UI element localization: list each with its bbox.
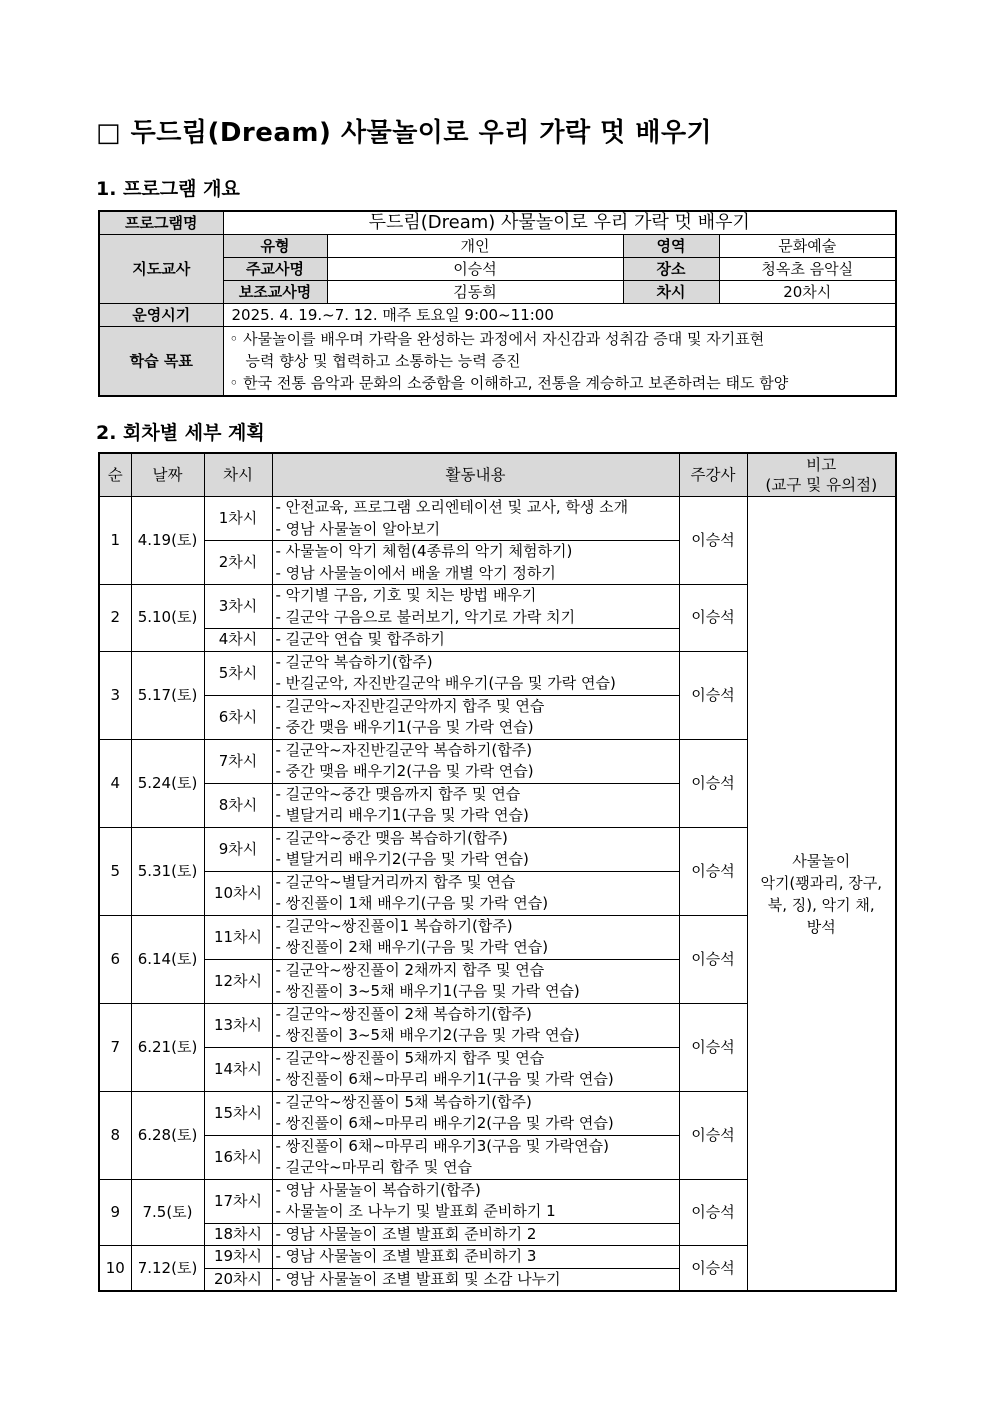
plan-table (98, 452, 897, 1292)
header-instructor: 주강사 (679, 453, 747, 497)
activity-line: - 영남 사물놀이 알아보기 (275, 519, 441, 538)
activity-line: - 쌍진풀이 6채~마무리 배우기2(구음 및 가락 연습) (275, 1114, 614, 1132)
activity-cell (272, 695, 679, 739)
instructor-cell: 이승석 (679, 1179, 747, 1246)
type-label: 유형 (223, 235, 327, 258)
sessions-value: 20차시 (719, 281, 896, 304)
note-line: 방석 (806, 917, 836, 936)
header-date: 날짜 (131, 453, 204, 497)
activity-line: - 사물놀이 조 나누기 및 발표회 준비하기 1 (275, 1202, 556, 1220)
activity-line: - 길군악~별달거리까지 합주 및 연습 (275, 872, 516, 891)
row-date: 6.28(토) (131, 1091, 204, 1179)
period-label: 운영시기 (99, 304, 223, 327)
session-label: 17차시 (204, 1179, 272, 1223)
session-label: 15차시 (204, 1091, 272, 1135)
assistant-label: 보조교사명 (223, 281, 327, 304)
assistant-value: 김동희 (327, 281, 623, 304)
note-line: 북, 징), 악기 채, (767, 895, 875, 914)
activity-line: - 중간 맺음 배우기1(구음 및 가락 연습) (275, 718, 534, 736)
goal-cell (223, 327, 896, 397)
note-line: 악기(꽹과리, 장구, (760, 873, 883, 892)
row-number: 9 (99, 1179, 131, 1246)
activity-line: - 길군악 복습하기(합주) (275, 652, 433, 671)
activity-cell (272, 783, 679, 827)
activity-line: - 길군악~쌍진풀이1 복습하기(합주) (275, 916, 513, 935)
goal-line-1b: 능력 향상 및 협력하고 소통하는 능력 증진 (245, 352, 521, 370)
activity-cell (272, 1135, 679, 1179)
activity-cell (272, 1179, 679, 1223)
area-label: 영역 (623, 235, 719, 258)
activity-line: - 영남 사물놀이 조별 발표회 및 소감 나누기 (275, 1269, 561, 1288)
activity-cell (272, 585, 679, 629)
activity-line: - 중간 맺음 배우기2(구음 및 가락 연습) (275, 762, 534, 780)
activity-line: - 영남 사물놀이 조별 발표회 준비하기 3 (275, 1247, 537, 1265)
activity-cell (272, 827, 679, 871)
activity-line: - 영남 사물놀이 조별 발표회 준비하기 2 (275, 1224, 537, 1243)
header-note-line-2: (교구 및 유의점) (765, 476, 878, 494)
activity-cell (272, 1223, 679, 1246)
row-date: 7.5(토) (131, 1179, 204, 1246)
sessions-label: 차시 (623, 281, 719, 304)
instructor-cell: 이승석 (679, 1246, 747, 1292)
activity-cell (272, 1091, 679, 1135)
plan-body (99, 497, 896, 1292)
activity-cell (272, 541, 679, 585)
note-line: 사물놀이 (792, 851, 851, 870)
header-note (747, 453, 896, 497)
session-label: 14차시 (204, 1047, 272, 1091)
row-number: 10 (99, 1246, 131, 1292)
row-date: 5.24(토) (131, 739, 204, 827)
area-value: 문화예술 (719, 235, 896, 258)
header-activity: 활동내용 (272, 453, 679, 497)
session-label: 4차시 (204, 629, 272, 652)
activity-line: - 길군악~자진반길군악까지 합주 및 연습 (275, 696, 545, 715)
activity-line: - 쌍진풀이 3~5채 배우기1(구음 및 가락 연습) (275, 982, 580, 1000)
row-number: 7 (99, 1003, 131, 1091)
activity-line: - 길군악~마무리 합주 및 연습 (275, 1158, 472, 1176)
row-date: 7.12(토) (131, 1246, 204, 1292)
session-label: 5차시 (204, 651, 272, 695)
goal-line-1a: ◦ 사물놀이를 배우며 가락을 완성하는 과정에서 자신감과 성취감 증대 및 자기표현 (229, 330, 765, 348)
program-label: 프로그램명 (99, 211, 223, 235)
instructor-cell: 이승석 (679, 651, 747, 739)
activity-line: - 쌍진풀이 3~5채 배우기2(구음 및 가락 연습) (275, 1026, 580, 1044)
activity-line: - 반길군악, 자진반길군악 배우기(구음 및 가락 연습) (275, 674, 616, 692)
row-number: 8 (99, 1091, 131, 1179)
row-number: 2 (99, 585, 131, 652)
instructor-cell: 이승석 (679, 1091, 747, 1179)
header-session: 차시 (204, 453, 272, 497)
row-date: 6.14(토) (131, 915, 204, 1003)
activity-line: - 쌍진풀이 2채 배우기(구음 및 가락 연습) (275, 938, 549, 956)
activity-line: - 길군악 연습 및 합주하기 (275, 630, 445, 648)
session-label: 3차시 (204, 585, 272, 629)
row-number: 1 (99, 497, 131, 585)
program-value: 두드림(Dream) 사물놀이로 우리 가락 멋 배우기 (223, 211, 896, 235)
activity-cell (272, 739, 679, 783)
activity-cell (272, 1047, 679, 1091)
type-value: 개인 (327, 235, 623, 258)
overview-table (98, 210, 897, 397)
section-heading-overview: 1. 프로그램 개요 (96, 178, 240, 200)
activity-cell (272, 871, 679, 915)
goal-label: 학습 목표 (99, 327, 223, 397)
place-label: 장소 (623, 258, 719, 281)
session-label: 8차시 (204, 783, 272, 827)
row-number: 5 (99, 827, 131, 915)
session-label: 19차시 (204, 1246, 272, 1269)
activity-cell (272, 629, 679, 652)
activity-line: - 별달거리 배우기2(구음 및 가락 연습) (275, 850, 529, 868)
row-date: 5.10(토) (131, 585, 204, 652)
instructor-cell: 이승석 (679, 739, 747, 827)
session-label: 11차시 (204, 915, 272, 959)
row-number: 4 (99, 739, 131, 827)
main-teacher-label: 주교사명 (223, 258, 327, 281)
activity-line: - 쌍진풀이 6채~마무리 배우기3(구음 및 가락연습) (275, 1136, 609, 1155)
row-date: 4.19(토) (131, 497, 204, 585)
activity-line: - 길군악~쌍진풀이 5채까지 합주 및 연습 (275, 1048, 545, 1067)
activity-line: - 길군악~중간 맺음 복습하기(합주) (275, 828, 508, 847)
plan-row (99, 497, 896, 541)
session-label: 1차시 (204, 497, 272, 541)
session-label: 7차시 (204, 739, 272, 783)
session-label: 20차시 (204, 1268, 272, 1291)
activity-cell (272, 651, 679, 695)
activity-line: - 악기별 구음, 기호 및 치는 방법 배우기 (275, 586, 537, 604)
row-date: 5.31(토) (131, 827, 204, 915)
place-value: 청옥초 음악실 (719, 258, 896, 281)
instructor-cell: 이승석 (679, 827, 747, 915)
activity-line: - 길군악~쌍진풀이 2채 복습하기(합주) (275, 1004, 532, 1023)
instructor-cell: 이승석 (679, 497, 747, 585)
session-label: 16차시 (204, 1135, 272, 1179)
activity-line: - 사물놀이 악기 체험(4종류의 악기 체험하기) (275, 542, 573, 560)
session-label: 9차시 (204, 827, 272, 871)
row-number: 6 (99, 915, 131, 1003)
activity-line: - 쌍진풀이 6채~마무리 배우기1(구음 및 가락 연습) (275, 1070, 614, 1088)
instructor-cell: 이승석 (679, 1003, 747, 1091)
session-label: 13차시 (204, 1003, 272, 1047)
activity-cell (272, 915, 679, 959)
activity-cell (272, 1268, 679, 1291)
session-label: 2차시 (204, 541, 272, 585)
activity-line: - 영남 사물놀이에서 배울 개별 악기 정하기 (275, 563, 556, 582)
instructor-cell: 이승석 (679, 585, 747, 652)
activity-line: - 길군악~쌍진풀이 5채 복습하기(합주) (275, 1092, 532, 1111)
document-title: □ 두드림(Dream) 사물놀이로 우리 가락 멋 배우기 (96, 118, 713, 148)
activity-line: - 길군악~중간 맺음까지 합주 및 연습 (275, 784, 521, 803)
header-note-line-1: 비고 (806, 456, 837, 474)
header-no: 순 (99, 453, 131, 497)
section-heading-plan: 2. 회차별 세부 계획 (96, 422, 265, 444)
main-teacher-value: 이승석 (327, 258, 623, 281)
activity-line: - 길군악 구음으로 불러보기, 악기로 가락 치기 (275, 607, 576, 626)
activity-cell (272, 1003, 679, 1047)
row-date: 5.17(토) (131, 651, 204, 739)
teacher-label: 지도교사 (99, 235, 223, 304)
activity-line: - 영남 사물놀이 복습하기(합주) (275, 1180, 481, 1199)
activity-line: - 안전교육, 프로그램 오리엔테이션 및 교사, 학생 소개 (275, 498, 629, 516)
instructor-cell: 이승석 (679, 915, 747, 1003)
row-number: 3 (99, 651, 131, 739)
activity-cell (272, 1246, 679, 1269)
row-date: 6.21(토) (131, 1003, 204, 1091)
period-value: 2025. 4. 19.~7. 12. 매주 토요일 9:00~11:00 (223, 304, 896, 327)
activity-line: - 길군악~쌍진풀이 2채까지 합주 및 연습 (275, 960, 545, 979)
session-label: 10차시 (204, 871, 272, 915)
session-label: 18차시 (204, 1223, 272, 1246)
activity-line: - 쌍진풀이 1채 배우기(구음 및 가락 연습) (275, 894, 549, 912)
activity-cell (272, 497, 679, 541)
activity-cell (272, 959, 679, 1003)
activity-line: - 별달거리 배우기1(구음 및 가락 연습) (275, 806, 529, 824)
session-label: 6차시 (204, 695, 272, 739)
activity-line: - 길군악~자진반길군악 복습하기(합주) (275, 740, 533, 759)
note-cell (747, 497, 896, 1292)
goal-line-2: ◦ 한국 전통 음악과 문화의 소중함을 이해하고, 전통을 계승하고 보존하려는 태도 함양 (229, 374, 789, 392)
session-label: 12차시 (204, 959, 272, 1003)
